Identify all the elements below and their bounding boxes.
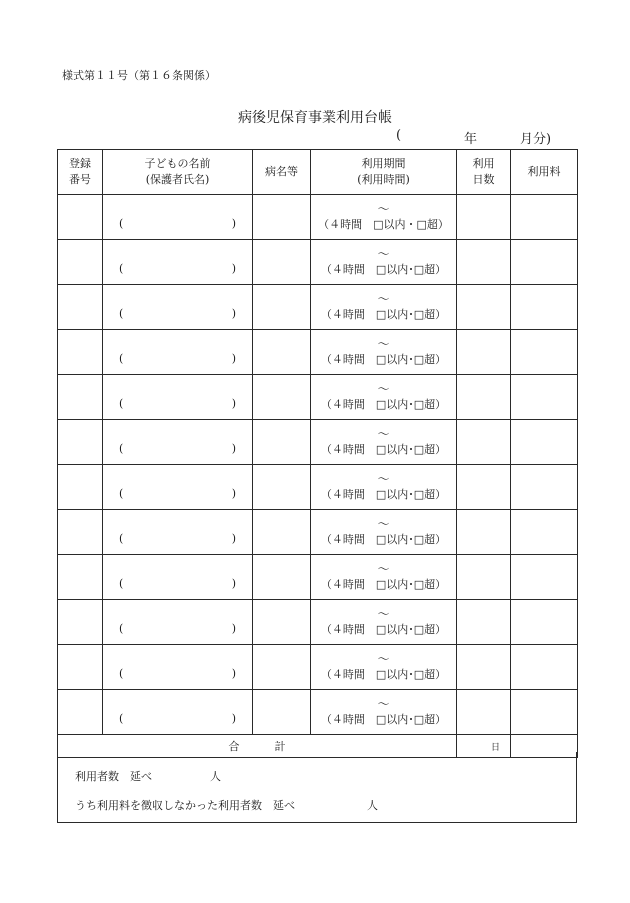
paren-open: ( xyxy=(119,487,124,500)
child-name-cell[interactable] xyxy=(103,690,253,735)
child-name-cell[interactable] xyxy=(103,240,253,285)
tilde: ～ xyxy=(377,697,390,711)
fee-cell[interactable] xyxy=(511,600,578,645)
hours-option: （４時間 □以内･□超） xyxy=(320,578,447,591)
hours-option: （４時間 □以内･□超） xyxy=(320,398,447,411)
fee-cell[interactable] xyxy=(511,510,578,555)
paren-open: ( xyxy=(119,397,124,410)
reg-no-cell[interactable] xyxy=(58,285,103,330)
child-name-cell[interactable] xyxy=(103,285,253,330)
header-reg-no: 登録 番号 xyxy=(58,150,103,195)
fee-cell[interactable] xyxy=(511,240,578,285)
table-row xyxy=(58,330,578,375)
table-row xyxy=(58,645,578,690)
usage-period-cell[interactable] xyxy=(311,690,457,735)
header-usage-days: 利用 日数 xyxy=(457,150,511,195)
usage-period-cell[interactable] xyxy=(311,330,457,375)
child-name-cell[interactable] xyxy=(103,510,253,555)
header-child-name: 子どもの名前 (保護者氏名) xyxy=(103,150,253,195)
paren-close: ) xyxy=(231,577,236,590)
illness-cell[interactable] xyxy=(253,375,311,420)
hours-option: （４時間 □以内･□超） xyxy=(320,443,447,456)
usage-period-cell[interactable] xyxy=(311,600,457,645)
illness-cell[interactable] xyxy=(253,510,311,555)
reg-no-cell[interactable] xyxy=(58,240,103,285)
usage-period-cell[interactable] xyxy=(311,555,457,600)
tilde: ～ xyxy=(377,247,390,261)
paren-close: ) xyxy=(231,217,236,230)
usage-period-cell[interactable] xyxy=(311,285,457,330)
fee-cell[interactable] xyxy=(511,690,578,735)
total-days-unit: 日 xyxy=(457,735,511,758)
table-row xyxy=(58,465,578,510)
reg-no-cell[interactable] xyxy=(58,420,103,465)
paren-open: ( xyxy=(119,667,124,680)
reg-no-cell[interactable] xyxy=(58,465,103,510)
hours-option: （４時間 □以内･□超） xyxy=(320,308,447,321)
reg-no-cell[interactable] xyxy=(58,645,103,690)
paren-open: ( xyxy=(119,577,124,590)
illness-cell[interactable] xyxy=(253,645,311,690)
tilde: ～ xyxy=(377,472,390,486)
usage-days-cell[interactable] xyxy=(457,240,511,285)
tilde: ～ xyxy=(377,427,390,441)
table-row xyxy=(58,240,578,285)
paren-close: ) xyxy=(231,352,236,365)
table-row xyxy=(58,600,578,645)
hours-option: （４時間 □以内･□超） xyxy=(320,533,447,546)
period-open: ( xyxy=(396,128,402,143)
illness-cell[interactable] xyxy=(253,330,311,375)
illness-cell[interactable] xyxy=(253,240,311,285)
usage-period-cell[interactable] xyxy=(311,420,457,465)
paren-close: ) xyxy=(231,622,236,635)
child-name-cell[interactable] xyxy=(103,465,253,510)
paren-open: ( xyxy=(119,307,124,320)
fee-cell[interactable] xyxy=(511,555,578,600)
fee-cell[interactable] xyxy=(511,420,578,465)
period-line xyxy=(396,128,566,146)
fee-cell[interactable] xyxy=(511,285,578,330)
total-label: 合 計 xyxy=(58,735,457,758)
fee-cell[interactable] xyxy=(511,330,578,375)
usage-days-cell[interactable] xyxy=(457,600,511,645)
illness-cell[interactable] xyxy=(253,465,311,510)
child-name-cell[interactable] xyxy=(103,645,253,690)
paren-close: ) xyxy=(231,487,236,500)
usage-days-cell[interactable] xyxy=(457,330,511,375)
tilde: ～ xyxy=(377,652,390,666)
form-number: 様式第１１号（第１６条関係） xyxy=(62,69,216,82)
tilde: ～ xyxy=(377,562,390,576)
fee-cell[interactable] xyxy=(511,195,578,240)
paren-open: ( xyxy=(119,712,124,725)
summary-box xyxy=(57,752,577,823)
paren-close: ) xyxy=(231,532,236,545)
unpaid-label: うち利用料を徴収しなかった利用者数 延べ xyxy=(75,799,295,812)
illness-cell[interactable] xyxy=(253,195,311,240)
usage-days-cell[interactable] xyxy=(457,285,511,330)
paren-close: ) xyxy=(231,712,236,725)
reg-no-cell[interactable] xyxy=(58,690,103,735)
paren-open: ( xyxy=(119,217,124,230)
illness-cell[interactable] xyxy=(253,555,311,600)
ledger-table xyxy=(57,149,578,758)
illness-cell[interactable] xyxy=(253,285,311,330)
users-label: 利用者数 延べ xyxy=(75,770,152,783)
tilde: ～ xyxy=(377,292,390,306)
child-name-cell[interactable] xyxy=(103,420,253,465)
document-title: 病後児保育事業利用台帳 xyxy=(238,110,392,126)
table-row xyxy=(58,420,578,465)
hours-option: （４時間 □以内･□超） xyxy=(320,353,447,366)
reg-no-cell[interactable] xyxy=(58,375,103,420)
table-row xyxy=(58,510,578,555)
unpaid-unit: 人 xyxy=(367,799,378,812)
illness-cell[interactable] xyxy=(253,690,311,735)
reg-no-cell[interactable] xyxy=(58,555,103,600)
usage-period-cell[interactable] xyxy=(311,510,457,555)
paren-open: ( xyxy=(119,262,124,275)
table-row xyxy=(58,690,578,735)
fee-cell[interactable] xyxy=(511,375,578,420)
hours-option: （４時間 □以内･□超） xyxy=(320,623,447,636)
paren-close: ) xyxy=(231,442,236,455)
usage-days-cell[interactable] xyxy=(457,465,511,510)
child-name-cell[interactable] xyxy=(103,600,253,645)
header-row xyxy=(58,150,578,195)
fee-cell[interactable] xyxy=(511,645,578,690)
paren-open: ( xyxy=(119,532,124,545)
fee-cell[interactable] xyxy=(511,465,578,510)
hours-option: （４時間 □以内･□超） xyxy=(320,488,447,501)
period-year: 年 xyxy=(464,132,478,147)
tilde: ～ xyxy=(377,382,390,396)
child-name-cell[interactable] xyxy=(103,375,253,420)
paren-close: ) xyxy=(231,262,236,275)
table-row xyxy=(58,195,578,240)
table-row xyxy=(58,375,578,420)
table-row xyxy=(58,555,578,600)
header-illness: 病名等 xyxy=(253,150,311,195)
hours-option: （４時間 □以内･□超） xyxy=(320,668,447,681)
usage-days-cell[interactable] xyxy=(457,645,511,690)
usage-period-cell[interactable] xyxy=(311,375,457,420)
reg-no-cell[interactable] xyxy=(58,510,103,555)
tilde: ～ xyxy=(377,517,390,531)
child-name-cell[interactable] xyxy=(103,555,253,600)
reg-no-cell[interactable] xyxy=(58,195,103,240)
child-name-cell[interactable] xyxy=(103,195,253,240)
illness-cell[interactable] xyxy=(253,600,311,645)
usage-days-cell[interactable] xyxy=(457,195,511,240)
period-month: 月分) xyxy=(520,132,552,147)
reg-no-cell[interactable] xyxy=(58,600,103,645)
illness-cell[interactable] xyxy=(253,420,311,465)
paren-open: ( xyxy=(119,442,124,455)
usage-period-cell[interactable] xyxy=(311,465,457,510)
paren-close: ) xyxy=(231,667,236,680)
tilde: ～ xyxy=(377,202,390,216)
reg-no-cell[interactable] xyxy=(58,330,103,375)
paren-close: ) xyxy=(231,307,236,320)
usage-days-cell[interactable] xyxy=(457,555,511,600)
paren-close: ) xyxy=(231,397,236,410)
child-name-cell[interactable] xyxy=(103,330,253,375)
paren-open: ( xyxy=(119,352,124,365)
usage-period-cell[interactable] xyxy=(311,645,457,690)
hours-option: （４時間 □以内･□超） xyxy=(320,713,447,726)
hours-option: （４時間 □以内･□超） xyxy=(320,263,447,276)
usage-period-cell[interactable] xyxy=(311,195,457,240)
header-usage-period: 利用期間 (利用時間) xyxy=(311,150,457,195)
header-fee: 利用料 xyxy=(511,150,578,195)
table-row xyxy=(58,285,578,330)
hours-option: （４時間 □以内・□超） xyxy=(318,218,449,231)
paren-open: ( xyxy=(119,622,124,635)
users-unit: 人 xyxy=(210,770,221,783)
usage-period-cell[interactable] xyxy=(311,240,457,285)
usage-days-cell[interactable] xyxy=(457,420,511,465)
usage-days-cell[interactable] xyxy=(457,690,511,735)
tilde: ～ xyxy=(377,607,390,621)
tilde: ～ xyxy=(377,337,390,351)
usage-days-cell[interactable] xyxy=(457,375,511,420)
usage-days-cell[interactable] xyxy=(457,510,511,555)
